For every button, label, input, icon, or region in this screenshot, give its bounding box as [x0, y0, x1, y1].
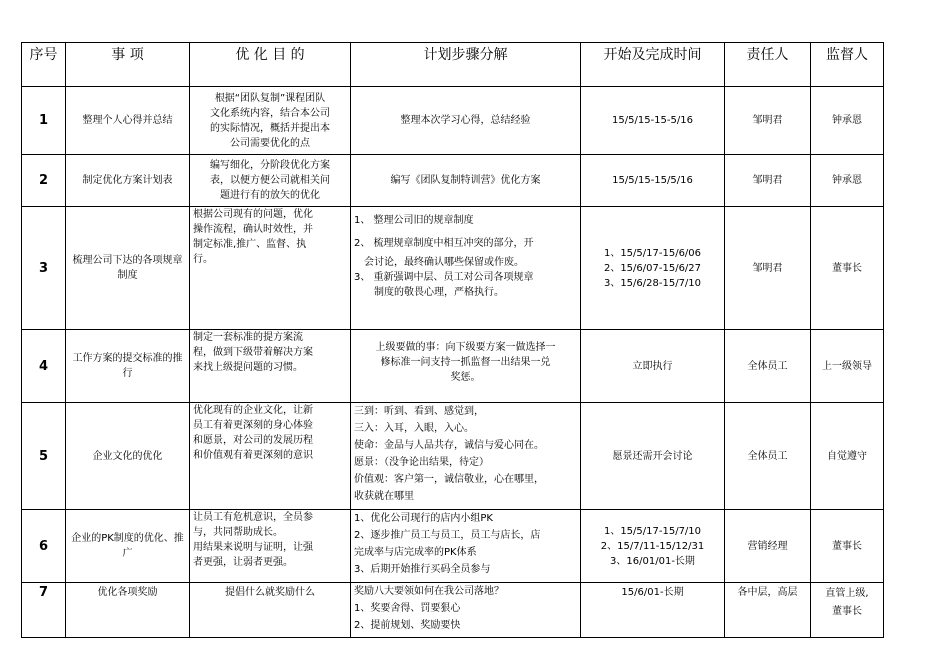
row-time: [581, 403, 725, 510]
step-line: 奖励八大要领如何在我公司落地？: [354, 586, 504, 597]
header-item: 事 项: [66, 43, 190, 87]
row-time: [581, 510, 725, 583]
row-supervisor: 自觉遵守: [811, 403, 884, 510]
purpose-line: 行。: [193, 254, 213, 265]
step-line: 2、逐步推广员工与员工，员工与店长，店: [354, 530, 541, 541]
step-line: 三入：入耳，入眼，入心。: [354, 423, 474, 434]
row-owner: 营销经理: [725, 510, 811, 583]
row-purpose: [190, 155, 351, 207]
header-purpose: 优 化 目 的: [190, 43, 351, 87]
purpose-line: 和愿景，对公司的发展历程: [193, 435, 313, 446]
row-time: [581, 207, 725, 330]
purpose-line: 优化现有的企业文化，让新: [193, 405, 313, 416]
step-line: 制度的敬畏心理，严格执行。: [374, 287, 504, 298]
row-item: 梳理公司下达的各项规章制度: [66, 207, 190, 330]
row-purpose: [190, 330, 351, 403]
step-line: 修标准一问支持一抓监督一出结果一兑: [380, 357, 551, 368]
step-line: 三到：听到、看到、感觉到，: [354, 406, 484, 417]
row-number: 1: [22, 87, 66, 155]
purpose-line: 与，共同帮助成长。: [193, 527, 283, 538]
table-row: [22, 583, 884, 638]
row-time: [581, 87, 725, 155]
table-row: [22, 330, 884, 403]
step-line: 3、后期开始推行买码全员参与: [354, 564, 491, 575]
supervisor-line: 直管上级,: [825, 588, 869, 599]
row-time: [581, 583, 725, 638]
purpose-line: 和价值观有着更深刻的意识: [193, 450, 313, 461]
row-purpose: [190, 403, 351, 510]
row-steps: [351, 403, 581, 510]
row-supervisor: [811, 583, 884, 638]
row-supervisor: 董事长: [811, 510, 884, 583]
step-line: 整理本次学习心得，总结经验: [400, 115, 531, 126]
time-line: 15/5/15-15-5/16: [612, 115, 693, 126]
purpose-line: 的实际情况，概括并提出本: [210, 122, 330, 134]
table-row: [22, 87, 884, 155]
header-time: 开始及完成时间: [581, 43, 725, 87]
step-line: 2、提前规划、奖励要快: [354, 620, 461, 631]
purpose-line: 让员工有危机意识，全员参: [193, 512, 313, 523]
step-line: 1、优化公司现行的店内小组PK: [354, 513, 493, 524]
row-purpose: [190, 87, 351, 155]
row-owner: 各中层，高层: [725, 583, 811, 638]
supervisor-line: 董事长: [832, 606, 862, 617]
purpose-line: 表，以便方便公司就相关问: [210, 175, 330, 186]
row-number: 3: [22, 207, 66, 330]
purpose-line: 员工有着更深刻的身心体验: [193, 420, 313, 431]
row-owner: 邹明君: [725, 155, 811, 207]
row-steps: [351, 510, 581, 583]
step-line: 愿景：（没争论出结果，待定）: [354, 457, 489, 468]
step-line: 编写《团队复制特训营》优化方案: [390, 175, 541, 186]
step-line: 使命：金品与人品共存，诚信与爱心同在。: [354, 440, 544, 451]
row-number: 7: [22, 583, 66, 638]
plan-table: [21, 42, 884, 638]
purpose-line: 操作流程，确认时效性，并: [193, 224, 313, 235]
purpose-line: 根据“团队复制”课程团队: [214, 92, 326, 104]
header-row: [22, 43, 884, 87]
row-number: 6: [22, 510, 66, 583]
purpose-line: 程，做到下级带着解决方案: [193, 347, 313, 358]
row-owner: 邹明君: [725, 207, 811, 330]
step-line: 3、 重新强调中层、员工对公司各项规章: [354, 272, 534, 283]
row-number: 2: [22, 155, 66, 207]
step-line: 价值观：客户第一，诚信敬业，心在哪里，: [354, 474, 544, 485]
row-item: 企业的PK制度的优化、推广: [66, 510, 190, 583]
row-item: 工作方案的提交标准的推行: [66, 330, 190, 403]
row-time: [581, 155, 725, 207]
step-line: 完成率与店完成率的PK体系: [354, 547, 477, 558]
purpose-line: 制定一套标准的提方案流: [193, 332, 303, 343]
time-line: 3、15/6/28-15/7/10: [603, 277, 702, 289]
purpose-line: 题进行有的放矢的优化: [220, 190, 320, 201]
time-line: 1、15/5/17-15/6/06: [603, 247, 702, 259]
row-purpose: [190, 207, 351, 330]
row-number: 5: [22, 403, 66, 510]
row-owner: 邹明君: [725, 87, 811, 155]
step-line: 2、 梳理规章制度中相互冲突的部分，开: [354, 238, 534, 249]
header-supervisor: 监督人: [811, 43, 884, 87]
time-line: 15/6/01-长期: [621, 587, 684, 598]
time-line: 立即执行: [632, 360, 673, 372]
purpose-line: 来找上级提问题的习惯。: [193, 362, 303, 373]
purpose-line: 者更强，让弱者更强。: [193, 557, 293, 568]
row-purpose: [190, 510, 351, 583]
purpose-line: 提倡什么就奖励什么: [225, 587, 315, 598]
row-steps: [351, 155, 581, 207]
row-item: 优化各项奖励: [66, 583, 190, 638]
header-no: 序号: [22, 43, 66, 87]
step-line: 会讨论，最终确认哪些保留或作废。: [364, 257, 524, 268]
row-supervisor: 钟承恩: [811, 87, 884, 155]
purpose-line: 根据公司现有的问题，优化: [193, 209, 313, 220]
header-steps: 计划步骤分解: [351, 43, 581, 87]
row-owner: 全体员工: [725, 403, 811, 510]
row-item: 整理个人心得并总结: [66, 87, 190, 155]
time-line: 1、15/5/17-15/7/10: [603, 525, 702, 537]
row-number: 4: [22, 330, 66, 403]
row-supervisor: 上一级领导: [811, 330, 884, 403]
row-supervisor: 钟承恩: [811, 155, 884, 207]
table-row: [22, 403, 884, 510]
row-item: 制定优化方案计划表: [66, 155, 190, 207]
row-supervisor: 董事长: [811, 207, 884, 330]
row-steps: [351, 207, 581, 330]
row-time: [581, 330, 725, 403]
step-line: 收获就在哪里: [354, 491, 414, 502]
step-line: 上级要做的事：向下级要方案一做选择一: [375, 342, 556, 353]
row-steps: [351, 87, 581, 155]
purpose-line: 制定标准,推广、监督、执: [193, 239, 307, 250]
row-purpose: [190, 583, 351, 638]
purpose-line: 文化系统内容，结合本公司: [210, 107, 330, 119]
step-line: 1、 整理公司旧的规章制度: [354, 215, 474, 226]
header-owner: 责任人: [725, 43, 811, 87]
time-line: 3、16/01/01-长期: [610, 555, 695, 567]
time-line: 2、15/6/07-15/6/27: [603, 262, 702, 274]
row-steps: [351, 583, 581, 638]
purpose-line: 公司需要优化的点: [230, 137, 310, 149]
row-item: 企业文化的优化: [66, 403, 190, 510]
time-line: 愿景还需开会讨论: [612, 450, 693, 462]
table-row: [22, 510, 884, 583]
purpose-line: 用结果来说明与证明，让强: [193, 542, 313, 553]
row-steps: [351, 330, 581, 403]
row-owner: 全体员工: [725, 330, 811, 403]
step-line: 1、奖要舍得、罚要狠心: [354, 603, 461, 614]
purpose-line: 编写细化，分阶段优化方案: [210, 160, 330, 171]
time-line: 15/5/15-15/5/16: [612, 175, 693, 186]
step-line: 奖惩。: [450, 372, 481, 383]
time-line: 2、15/7/11-15/12/31: [600, 540, 705, 552]
table-row: [22, 155, 884, 207]
table-row: [22, 207, 884, 330]
